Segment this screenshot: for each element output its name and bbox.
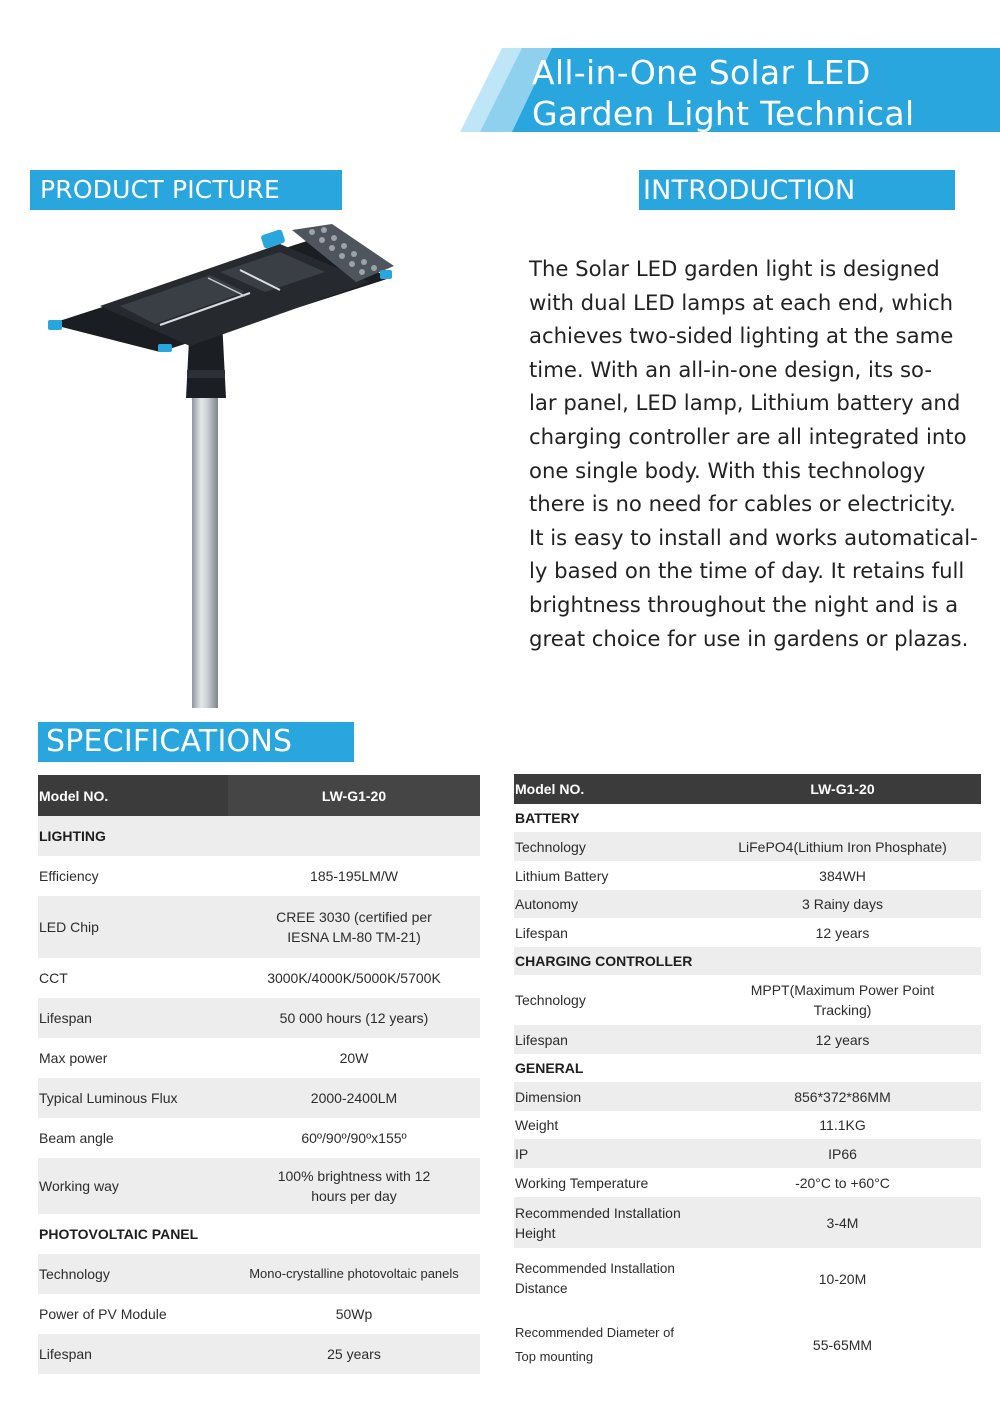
table-row xyxy=(514,1310,981,1380)
category-row-general xyxy=(514,1054,981,1082)
spec-label: Technology xyxy=(515,838,586,855)
product-picture-header: PRODUCT PICTURE xyxy=(30,170,342,210)
intro-line: charging controller are all integrated into xyxy=(529,423,967,449)
spec-value: 3-4M xyxy=(826,1214,859,1231)
table-row xyxy=(514,1248,981,1310)
spec-value-line: 100% brightness with 12 xyxy=(277,1168,431,1184)
model-value: LW-G1-20 xyxy=(810,781,875,797)
spec-value: 2000-2400LM xyxy=(310,1090,398,1106)
category-label: LIGHTING xyxy=(39,828,106,844)
spec-label xyxy=(514,1259,704,1299)
spec-label: Working way xyxy=(39,1178,119,1194)
spec-value xyxy=(228,907,480,947)
spec-value: 12 years xyxy=(815,1031,870,1048)
spec-value: IP66 xyxy=(828,1145,857,1162)
spec-label: Lithium Battery xyxy=(515,867,609,884)
spec-label: CCT xyxy=(39,970,68,986)
table-row xyxy=(514,1197,981,1248)
table-row xyxy=(38,1334,480,1374)
intro-line: great choice for use in gardens or plazas. xyxy=(529,625,969,651)
spec-label: Lifespan xyxy=(39,1346,92,1362)
spec-value-line: MPPT(Maximum Power Point xyxy=(750,982,935,998)
model-label: Model NO. xyxy=(515,781,585,797)
page-title xyxy=(532,52,1000,175)
spec-value: Mono-crystalline photovoltaic panels xyxy=(249,1266,459,1281)
spec-value-line: Tracking) xyxy=(813,1002,872,1018)
spec-label: Weight xyxy=(515,1117,559,1133)
spec-label-line: Distance xyxy=(515,1281,568,1296)
spec-value: 12 years xyxy=(815,924,870,941)
spec-label-line: Height xyxy=(515,1224,556,1241)
category-label: GENERAL xyxy=(515,1060,584,1076)
table-row xyxy=(514,1139,981,1168)
spec-value-line: IESNA LM-80 TM-21) xyxy=(287,929,421,945)
spec-value: 60º/90º/90ºx155º xyxy=(301,1130,407,1146)
table-row xyxy=(38,958,480,998)
spec-label: Typical Luminous Flux xyxy=(39,1090,178,1106)
spec-value: 3000K/4000K/5000K/5700K xyxy=(267,970,441,986)
title-banner xyxy=(460,48,1000,174)
spec-label: Autonomy xyxy=(515,896,579,912)
intro-line: ly based on the time of day. It retains full xyxy=(529,558,965,584)
category-label: CHARGING CONTROLLER xyxy=(515,953,693,969)
lighting-spec-table xyxy=(38,775,480,1374)
spec-label-line: Recommended Installation xyxy=(515,1261,675,1276)
intro-line: The Solar LED garden light is designed xyxy=(529,256,940,281)
table-header-row xyxy=(38,775,480,816)
spec-label: Lifespan xyxy=(515,1031,568,1048)
category-label: BATTERY xyxy=(515,810,580,826)
spec-label xyxy=(514,1203,704,1243)
spec-label: Technology xyxy=(39,1266,110,1282)
specifications-header: SPECIFICATIONS xyxy=(38,722,354,762)
model-value: LW-G1-20 xyxy=(228,775,480,816)
spec-label: LED Chip xyxy=(39,919,99,935)
table-row xyxy=(514,918,981,947)
table-row xyxy=(38,1254,480,1294)
intro-line: It is easy to install and works automatical- xyxy=(529,524,978,550)
introduction-header: INTRODUCTION xyxy=(639,170,955,210)
table-row xyxy=(514,1168,981,1197)
spec-value: 3 Rainy days xyxy=(802,896,883,912)
spec-label: IP xyxy=(515,1145,529,1162)
spec-label-line: Recommended Diameter of xyxy=(515,1325,674,1340)
spec-label xyxy=(514,1321,704,1369)
table-row xyxy=(38,1294,480,1334)
spec-label: Lifespan xyxy=(515,924,568,941)
spec-value: -20°C to +60°C xyxy=(795,1174,890,1191)
spec-label: Working Temperature xyxy=(515,1174,649,1191)
table-row xyxy=(514,832,981,861)
spec-value: 10-20M xyxy=(818,1271,867,1287)
category-row-controller xyxy=(514,947,981,975)
table-row xyxy=(38,1078,480,1118)
spec-value: 20W xyxy=(339,1050,369,1066)
intro-line: lar panel, LED lamp, Lithium battery and xyxy=(529,390,961,416)
table-header-row xyxy=(514,774,981,804)
table-row xyxy=(514,890,981,918)
spec-value: 55-65MM xyxy=(812,1337,873,1353)
table-row xyxy=(38,1158,480,1214)
spec-value: 50 000 hours (12 years) xyxy=(279,1010,429,1026)
intro-line: one single body. With this technology xyxy=(529,457,926,483)
intro-line: time. With an all-in-one design, its so- xyxy=(529,356,933,382)
spec-value: 11.1KG xyxy=(819,1117,866,1133)
intro-line: achieves two-sided lighting at the same xyxy=(529,323,954,349)
model-label: Model NO. xyxy=(39,787,109,804)
table-row xyxy=(38,998,480,1038)
category-label: PHOTOVOLTAIC PANEL xyxy=(39,1226,199,1242)
title-line-2: Garden Light Technical Data xyxy=(532,94,915,174)
spec-label: Efficiency xyxy=(39,868,99,884)
table-row xyxy=(514,1025,981,1054)
intro-line: there is no need for cables or electricity. xyxy=(529,491,956,517)
spec-value-line: CREE 3030 (certified per xyxy=(276,909,432,925)
table-row xyxy=(38,896,480,958)
category-row-lighting xyxy=(38,816,480,856)
spec-value xyxy=(704,980,981,1020)
spec-value: 25 years xyxy=(327,1346,381,1362)
intro-line: brightness throughout the night and is a xyxy=(529,591,959,617)
spec-label: Dimension xyxy=(515,1088,582,1105)
table-row xyxy=(514,1082,981,1111)
category-row-pv xyxy=(38,1214,480,1254)
spec-value: 185-195LM/W xyxy=(310,868,398,884)
spec-value: 50Wp xyxy=(335,1306,373,1322)
spec-label-line: Recommended Installation xyxy=(515,1204,681,1221)
product-image xyxy=(40,220,410,710)
battery-spec-table xyxy=(514,774,981,1380)
title-line-1: All-in-One Solar LED xyxy=(532,53,871,92)
introduction-text xyxy=(529,252,978,655)
table-row xyxy=(38,1118,480,1158)
table-row xyxy=(514,861,981,890)
spec-value: LiFePO4(Lithium Iron Phosphate) xyxy=(738,838,947,855)
intro-line: with dual LED lamps at each end, which xyxy=(529,289,954,315)
spec-label: Power of PV Module xyxy=(39,1306,167,1322)
table-row xyxy=(514,1111,981,1139)
spec-value xyxy=(228,1166,480,1206)
category-row-battery xyxy=(514,804,981,832)
table-row xyxy=(38,1038,480,1078)
spec-label: Lifespan xyxy=(39,1010,92,1026)
spec-label: Technology xyxy=(515,992,586,1008)
table-row xyxy=(38,856,480,896)
table-row xyxy=(514,975,981,1025)
spec-label-line: Top mounting xyxy=(515,1349,594,1364)
spec-value: 384WH xyxy=(819,867,866,884)
spec-label: Beam angle xyxy=(39,1130,114,1146)
spec-value: 856*372*86MM xyxy=(794,1088,891,1105)
spec-label: Max power xyxy=(39,1050,108,1066)
spec-value-line: hours per day xyxy=(311,1188,397,1204)
